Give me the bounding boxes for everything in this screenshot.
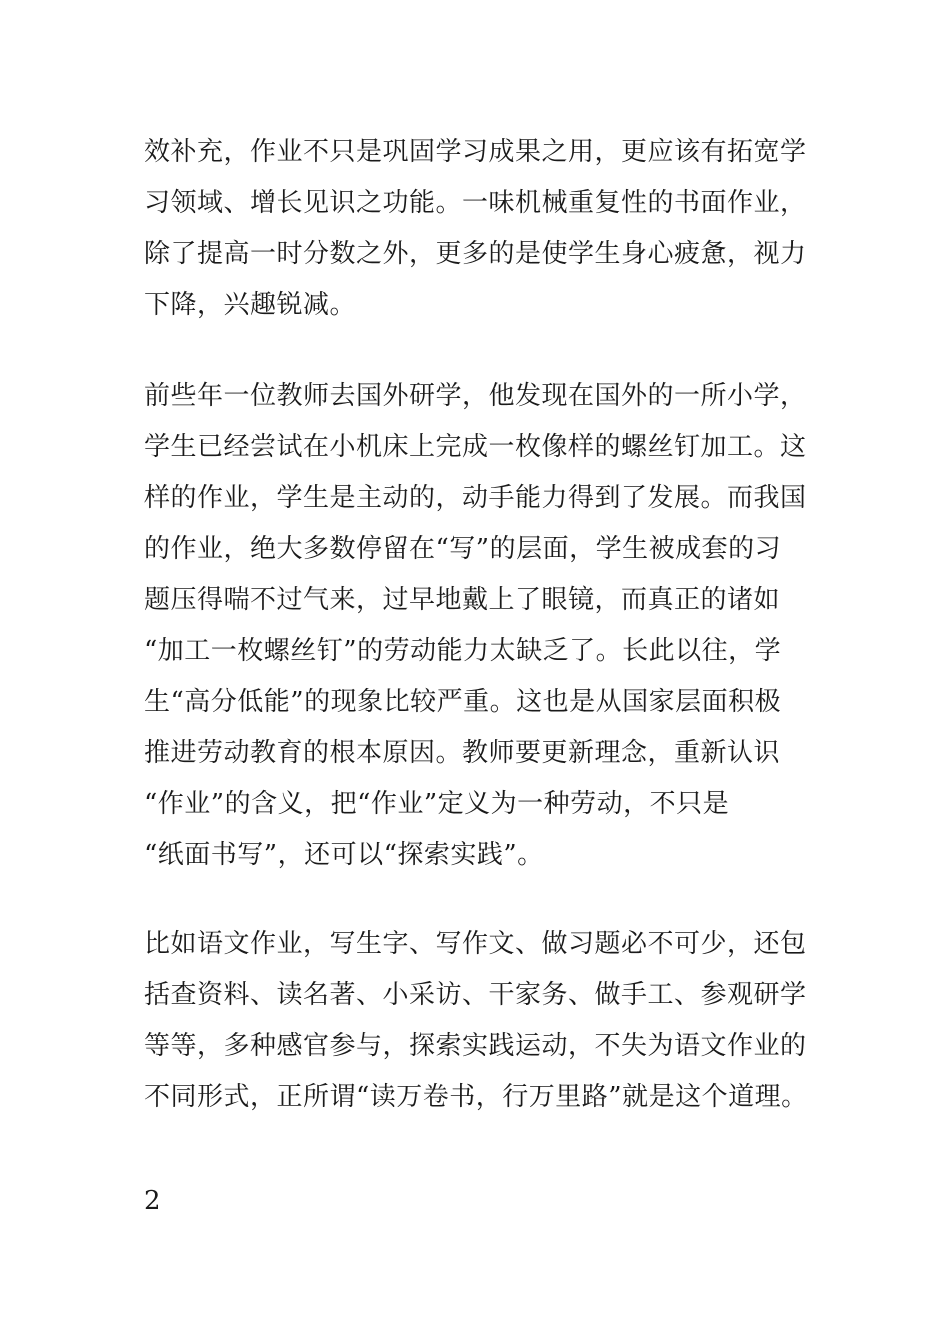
text-line: “纸面书写”，还可以“探索实践”。 (144, 840, 544, 870)
text-line: 推进劳动教育的根本原因。教师要更新理念，重新认识 (144, 738, 781, 768)
paragraph-3 (144, 919, 814, 1123)
text-line: 生“高分低能”的现象比较严重。这也是从国家层面积极 (144, 687, 782, 717)
text-line: 的作业，绝大多数停留在“写”的层面，学生被成套的习 (144, 534, 782, 564)
text-line: 比如语文作业，写生字、写作文、做习题必不可少，还包 (144, 929, 807, 959)
paragraph-2 (144, 371, 814, 881)
text-line: 习领域、增长见识之功能。一味机械重复性的书面作业， (144, 188, 807, 218)
text-line: 不同形式，正所谓“读万卷书，行万里路”就是这个道理。 (144, 1082, 808, 1112)
text-line: 题压得喘不过气来，过早地戴上了眼镜，而真正的诸如 (144, 585, 781, 615)
text-line: 样的作业，学生是主动的，动手能力得到了发展。而我国 (144, 483, 807, 513)
page-number: 2 (144, 1186, 161, 1216)
text-line: 效补充，作业不只是巩固学习成果之用，更应该有拓宽学 (144, 137, 807, 167)
text-line: 下降，兴趣锐减。 (144, 290, 357, 320)
text-line: 除了提高一时分数之外，更多的是使学生身心疲惫，视力 (144, 239, 807, 269)
text-line: “作业”的含义，把“作业”定义为一种劳动，不只是 (144, 789, 730, 819)
text-line: 括查资料、读名著、小采访、干家务、做手工、参观研学 (144, 980, 807, 1010)
paragraph-1 (144, 127, 814, 331)
text-line: 前些年一位教师去国外研学，他发现在国外的一所小学， (144, 381, 807, 411)
text-line: “加工一枚螺丝钉”的劳动能力太缺乏了。长此以往，学 (144, 636, 782, 666)
text-line: 等等，多种感官参与，探索实践运动，不失为语文作业的 (144, 1031, 807, 1061)
text-line: 学生已经尝试在小机床上完成一枚像样的螺丝钉加工。这 (144, 432, 807, 462)
